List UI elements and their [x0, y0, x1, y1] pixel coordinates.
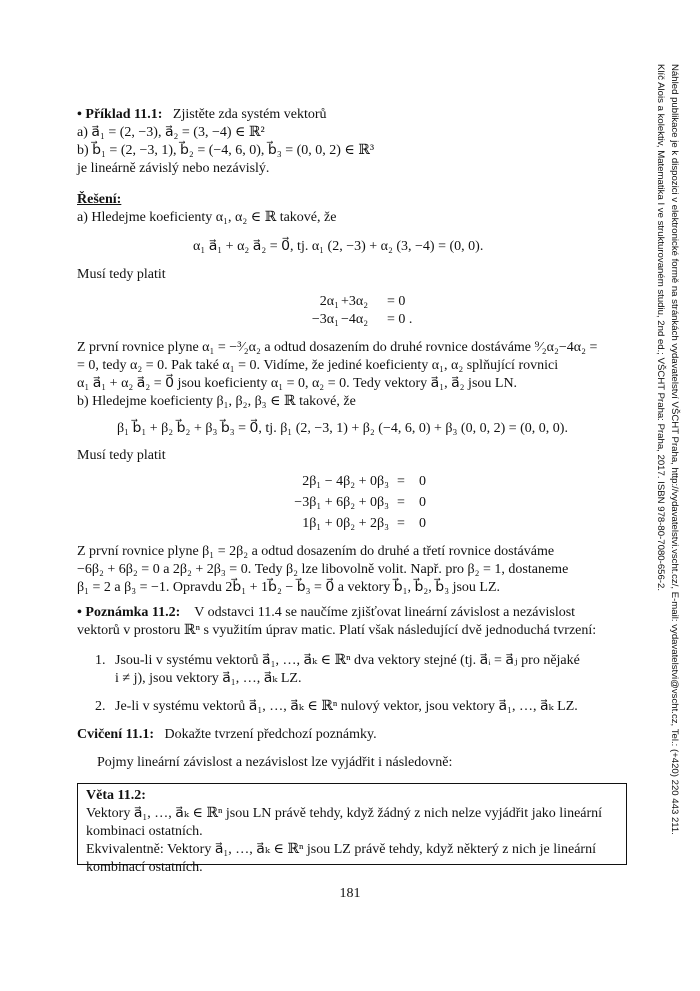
must-hold-2: Musí tedy platit: [77, 448, 166, 463]
sys2-rhs: 0: [419, 495, 426, 510]
solution-b-intro: b) Hledejme koeficienty β₁, β₂, β₃ ∈ ℝ takové, že: [77, 394, 356, 409]
note-title: • Poznámka 11.2:: [77, 605, 181, 620]
example-title: • Příklad 11.1:: [77, 107, 163, 122]
example-end: je lineárně závislý nebo nezávislý.: [77, 161, 270, 176]
citation-line: Klíč Alois a kolektiv, Matematika I ve strukturovaném studiu, 2nd ed.; VŠCHT Praha: Praha, 2017. ISBN 978-80-7080-656-2.: [655, 64, 666, 592]
sys1-mid: +3α₂: [341, 294, 369, 309]
note-item-text: Jsou-li v systému vektorů a⃗₁, …, a⃗ₖ ∈ ℝⁿ dva vektory stejné (tj. a⃗ᵢ = a⃗ⱼ pro nějaké: [115, 653, 580, 668]
theorem-line: Ekvivalentně: Vektory a⃗₁, …, a⃗ₖ ∈ ℝⁿ jsou LZ právě tehdy, když některý z nich je lineární: [86, 842, 596, 857]
note-line1: V odstavci 11.4 se naučíme zjišťovat lineární závislost a nezávislost: [194, 605, 576, 620]
solution-a-text: α₁ a⃗₁ + α₂ a⃗₂ = 0⃗ jsou koeficienty α₁ = 0, α₂ = 0. Tedy vektory a⃗₁, a⃗₂ jsou LN.: [77, 376, 518, 391]
sys1-lhs: −3α₁: [311, 312, 339, 327]
sys2-lhs: 1β₁ + 0β₂ + 2β₃: [302, 516, 389, 531]
note-item-number: 1.: [95, 653, 106, 668]
sys1-rhs: = 0: [387, 294, 406, 309]
sys2-eq: =: [397, 516, 405, 531]
theorem-line: kombinaci ostatních.: [86, 824, 203, 839]
example-part-a: a) a⃗₁ = (2, −3), a⃗₂ = (3, −4) ∈ ℝ²: [77, 125, 265, 140]
solution-a-intro: a) Hledejme koeficienty α₁, α₂ ∈ ℝ takové, že: [77, 210, 337, 225]
page-number: 181: [339, 886, 361, 901]
example-task: Zjistěte zda systém vektorů: [172, 107, 327, 122]
sys2-eq: =: [397, 474, 405, 489]
exercise-title: Cvičení 11.1:: [77, 727, 154, 742]
solution-heading: Řešení:: [77, 192, 122, 207]
note-item-number: 2.: [95, 699, 106, 714]
solution-a-text: Z první rovnice plyne α₁ = −³⁄₂α₂ a odtud dosazením do druhé rovnice dostáváme ⁹⁄₂α₂−4α₂ =: [77, 340, 598, 355]
citation-sidebar: [653, 64, 681, 835]
theorem-box: [77, 783, 627, 875]
theorem-line: Vektory a⃗₁, …, a⃗ₖ ∈ ℝⁿ jsou LN právě tehdy, když žádný z nich nelze vyjádřit jako lineární: [86, 806, 603, 821]
sys2-rhs: 0: [419, 516, 426, 531]
note-item-text: i ≠ j), jsou vektory a⃗₁, …, a⃗ₖ LZ.: [115, 671, 302, 686]
must-hold-1: Musí tedy platit: [77, 267, 166, 282]
sys2-eq: =: [397, 495, 405, 510]
exercise-text: Dokažte tvrzení předchozí poznámky.: [164, 727, 377, 742]
example-part-b: b) b⃗₁ = (2, −3, 1), b⃗₂ = (−4, 6, 0), b⃗₃ = (0, 0, 2) ∈ ℝ³: [77, 143, 375, 158]
note-item-text: Je-li v systému vektorů a⃗₁, …, a⃗ₖ ∈ ℝⁿ nulový vektor, jsou vektory a⃗₁, …, a⃗ₖ LZ.: [115, 699, 578, 714]
sys2-lhs: 2β₁ − 4β₂ + 0β₃: [302, 474, 389, 489]
transition-text: Pojmy lineární závislost a nezávislost lze vyjádřit i následovně:: [97, 755, 453, 770]
exercise: [77, 726, 377, 744]
example-header: [77, 106, 327, 124]
solution-b-text: Z první rovnice plyne β₁ = 2β₂ a odtud dosazením do druhé a třetí rovnice dostáváme: [77, 544, 555, 559]
solution-a-equation: α₁ a⃗₁ + α₂ a⃗₂ = 0⃗, tj. α₁ (2, −3) + α₂ (3, −4) = (0, 0).: [193, 239, 484, 254]
theorem-line: kombinací ostatních.: [86, 860, 203, 875]
sys1-mid: −4α₂: [341, 312, 369, 327]
solution-b-equation: β₁ b⃗₁ + β₂ b⃗₂ + β₃ b⃗₃ = 0⃗, tj. β₁ (2, −3, 1) + β₂ (−4, 6, 0) + β₃ (0, 0, 2) = (0, 0, 0).: [117, 421, 568, 436]
theorem-title: Věta 11.2:: [86, 788, 146, 803]
solution-b-text: −6β₂ + 6β₂ = 0 a 2β₂ + 2β₃ = 0. Tedy β₂ lze libovolně volit. Např. pro β₂ = 1, dostaneme: [77, 562, 569, 577]
note-header: [77, 604, 575, 622]
note-line2: vektorů v prostoru ℝⁿ s využitím úprav matic. Platí však následující dvě jednoduchá tvrzení:: [77, 623, 597, 638]
sys2-lhs: −3β₁ + 6β₂ + 0β₃: [294, 495, 389, 510]
sys1-rhs: = 0 .: [387, 312, 413, 327]
citation-line: Náhled publikace je k dispozici v elektronické formě na stránkách vydavatelství VŠCHT Praha, http://vydavatelstvi.vscht.cz/, E-mail: vydavatelstvi@vscht.cz, Tel.: (+420) 220 443 211.: [669, 64, 680, 835]
solution-b-text: β₁ = 2 a β₃ = −1. Opravdu 2b⃗₁ + 1b⃗₂ − b⃗₃ = 0⃗ a vektory b⃗₁, b⃗₂, b⃗₃ jsou LZ.: [77, 580, 501, 595]
sys1-lhs: 2α₁: [319, 294, 339, 309]
solution-a-text: = 0, tedy α₂ = 0. Pak také α₁ = 0. Vidíme, že jediné koeficienty α₁, α₂ splňující rovnici: [77, 358, 559, 373]
sys2-rhs: 0: [419, 474, 426, 489]
